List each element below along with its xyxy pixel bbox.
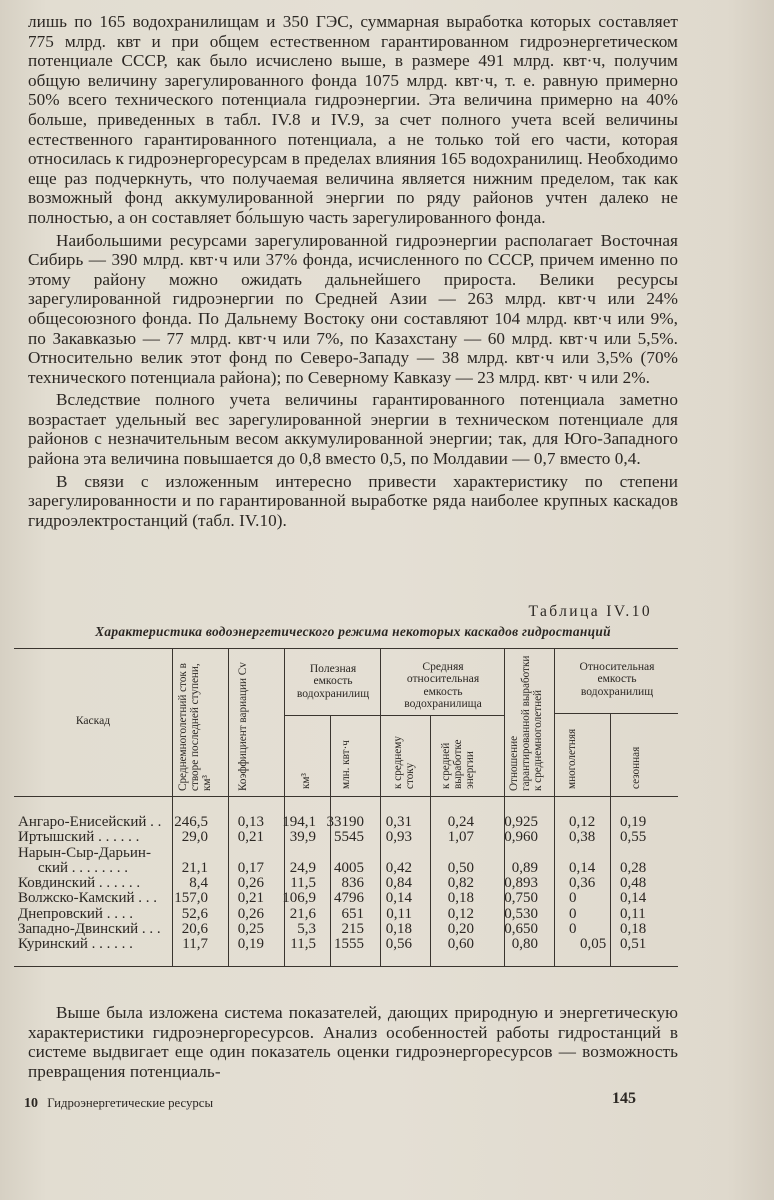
table-row bbox=[14, 937, 678, 952]
header-subline bbox=[284, 715, 380, 716]
cell-cv: 0,21 bbox=[237, 890, 264, 906]
running-title: Гидроэнергетические ресурсы bbox=[47, 1096, 214, 1110]
running-footer bbox=[24, 1096, 213, 1112]
header-subline bbox=[554, 713, 678, 714]
cell-cascade: Ковдинский . . . . . . bbox=[18, 875, 141, 891]
cell-ratio: 0,893 bbox=[504, 875, 538, 891]
header-avg-output: к средней выработке энергии bbox=[440, 739, 476, 789]
cell-cv: 0,13 bbox=[237, 814, 264, 830]
cell-cv: 0,26 bbox=[237, 875, 264, 891]
cell-cascade: Иртышский . . . . . . bbox=[18, 829, 140, 845]
cell-multi: 0 bbox=[569, 921, 577, 937]
header-avg-group: Средняя относительная емкость водохранилища bbox=[404, 660, 482, 711]
cell-cascade: ский . . . . . . . . bbox=[38, 860, 128, 876]
cell-season: 0,11 bbox=[620, 906, 646, 922]
table-body bbox=[14, 815, 678, 967]
page-number: 145 bbox=[612, 1090, 636, 1107]
header-ratio: Отношение гарантированной выработки к среднемноголетней bbox=[508, 655, 544, 791]
cell-km3: 39,9 bbox=[289, 829, 316, 845]
cell-flow: 0,84 bbox=[385, 875, 412, 891]
header-divider bbox=[504, 649, 505, 796]
cell-km3: 194,1 bbox=[282, 814, 316, 830]
paragraph-5: Выше была изложена система показателей, дающих природную и энергетическую характеристики гидроэнергоресурсов. Анализ особенностей работы гидростанций в системе выдвигает еще один показатель оценки гидроэнергоресурсов — возможность превращения потенциаль- bbox=[28, 1003, 678, 1081]
header-subline bbox=[380, 715, 504, 716]
cell-multi: 0 bbox=[569, 890, 577, 906]
cell-km3: 5,3 bbox=[297, 921, 316, 937]
cell-multi: 0,14 bbox=[569, 860, 596, 876]
cell-cv: 0,21 bbox=[237, 829, 264, 845]
header-divider bbox=[380, 649, 381, 796]
cell-cascade: Западно-Двинский . . . bbox=[18, 921, 161, 937]
cell-ratio: 0,530 bbox=[504, 906, 538, 922]
cell-runoff: 52,6 bbox=[181, 906, 208, 922]
cell-runoff: 21,1 bbox=[181, 860, 208, 876]
cell-kwh: 215 bbox=[341, 921, 364, 937]
table-row bbox=[14, 922, 678, 937]
cell-kwh: 651 bbox=[341, 906, 364, 922]
text-block-top bbox=[28, 12, 678, 530]
cell-output: 0,18 bbox=[447, 890, 474, 906]
header-useful-km3: км³ bbox=[300, 773, 312, 789]
header-divider bbox=[284, 649, 285, 796]
cell-runoff: 246,5 bbox=[174, 814, 208, 830]
cell-season: 0,19 bbox=[620, 814, 647, 830]
table-row bbox=[14, 846, 678, 861]
cell-runoff: 8,4 bbox=[189, 875, 208, 891]
cell-season: 0,48 bbox=[620, 875, 647, 891]
cell-kwh: 836 bbox=[341, 875, 364, 891]
table-title: Характеристика водоэнергетического режима некоторых каскадов гидростанций bbox=[95, 624, 611, 639]
table-header bbox=[14, 649, 678, 796]
cell-flow: 0,42 bbox=[385, 860, 412, 876]
cell-runoff: 157,0 bbox=[174, 890, 208, 906]
cell-km3: 106,9 bbox=[282, 890, 316, 906]
cell-cv: 0,19 bbox=[237, 936, 264, 952]
cell-output: 0,24 bbox=[447, 814, 474, 830]
table-row bbox=[14, 830, 678, 845]
header-divider bbox=[554, 649, 555, 796]
table-number: Таблица IV.10 bbox=[528, 603, 652, 620]
cell-output: 1,07 bbox=[447, 829, 474, 845]
cell-km3: 11,5 bbox=[290, 936, 316, 952]
cell-cv: 0,17 bbox=[237, 860, 264, 876]
cell-flow: 0,56 bbox=[385, 936, 412, 952]
header-divider bbox=[228, 649, 229, 796]
cell-kwh: 4796 bbox=[334, 890, 364, 906]
cell-km3: 24,9 bbox=[289, 860, 316, 876]
cell-output: 0,60 bbox=[447, 936, 474, 952]
cell-kwh: 4005 bbox=[334, 860, 364, 876]
cell-flow: 0,11 bbox=[386, 906, 412, 922]
header-runoff: Среднемноголетний сток в створе последней ступени, км³ bbox=[177, 663, 213, 791]
cell-cascade: Волжско-Камский . . . bbox=[18, 890, 158, 906]
cell-ratio: 0,750 bbox=[504, 890, 538, 906]
header-avg-flow: к среднему стоку bbox=[392, 736, 416, 789]
cell-cascade: Нарын-Сыр-Дарьин- bbox=[18, 845, 151, 861]
table-row bbox=[14, 876, 678, 891]
paragraph-4: В связи с изложенным интересно привести характеристику по степени зарегулированности и по гарантированной выработке ряда наиболее крупных каскадов гидроэлектростанций (табл. IV.10). bbox=[28, 471, 678, 530]
header-divider bbox=[610, 713, 611, 796]
cell-multi: 0,38 bbox=[569, 829, 596, 845]
cell-output: 0,20 bbox=[447, 921, 474, 937]
cell-kwh: 5545 bbox=[334, 829, 364, 845]
cell-flow: 0,18 bbox=[385, 921, 412, 937]
cell-ratio: 0,89 bbox=[511, 860, 538, 876]
signature-mark: 10 bbox=[24, 1096, 38, 1111]
cell-runoff: 29,0 bbox=[181, 829, 208, 845]
paragraph-3: Вследствие полного учета величины гарантированного потенциала заметно возрастает удельный вес зарегулированной энергии в техническом потенциале для районов с незначительным весом аккумулированной энергии; так, для Юго-Западного района эта величина повышается до 0,8 вместо 0,5, по Молдавии — 0,7 вместо 0,4. bbox=[28, 390, 678, 469]
header-cascade: Каскад bbox=[75, 714, 111, 727]
table-row bbox=[14, 891, 678, 906]
cell-season: 0,51 bbox=[620, 936, 647, 952]
header-divider bbox=[430, 715, 431, 796]
table-header-rule bbox=[14, 796, 678, 797]
cell-flow: 0,14 bbox=[385, 890, 412, 906]
cell-cascade: Куринский . . . . . . bbox=[18, 936, 133, 952]
cell-cv: 0,25 bbox=[237, 921, 264, 937]
cell-multi: 0,36 bbox=[569, 875, 596, 891]
cell-ratio: 0,925 bbox=[504, 814, 538, 830]
table-row bbox=[14, 861, 678, 876]
cell-output: 0,82 bbox=[447, 875, 474, 891]
cell-season: 0,18 bbox=[620, 921, 647, 937]
cell-km3: 21,6 bbox=[289, 906, 316, 922]
cell-cv: 0,26 bbox=[237, 906, 264, 922]
cell-output: 0,50 bbox=[447, 860, 474, 876]
cell-km3: 11,5 bbox=[290, 875, 316, 891]
cell-cascade: Ангаро-Енисейский . . bbox=[18, 814, 162, 830]
cell-ratio: 0,80 bbox=[511, 936, 538, 952]
table-row bbox=[14, 907, 678, 922]
table-bottom-rule bbox=[14, 966, 678, 967]
header-useful-kwh: млн. квт·ч bbox=[340, 740, 352, 789]
cell-multi: 0,05 bbox=[580, 936, 607, 952]
table-row bbox=[14, 815, 678, 830]
cell-cascade: Днепровский . . . . bbox=[18, 906, 133, 922]
cell-ratio: 0,650 bbox=[504, 921, 538, 937]
paragraph-1: лишь по 165 водохранилищам и 350 ГЭС, суммарная выработка которых составляет 775 млрд. квт и при общем естественном гарантированном гидроэнергетическом потенциале СССР, как было исчислено выше, в размере 491 млрд. квт·ч, получим общую величину зарегулированного фонда 1075 млрд. квт·ч, т. е. равную примерно 50% всего технического потенциала гидроэнергии. Эта величина примерно на 40% больше, приведенных в табл. IV.8 и IV.9, за счет полного учета всей величины естественного гарантированного потенциала, а не только той его части, которая относилась к гидроэнергоресурсам в пределах влияния 165 водохранилищ. Необходимо еще раз подчеркнуть, что получаемая величина является нижним пределом, так как возможный фонд аккумулированной энергии по ряду районов учтен далеко не полностью, а он составляет бо́льшую часть зарегулированного фонда. bbox=[28, 12, 678, 227]
header-cv: Коэффициент вариации Cv bbox=[237, 662, 249, 791]
header-rel-group: Относительная емкость водохранилищ bbox=[579, 660, 655, 698]
cell-kwh: 33190 bbox=[326, 814, 364, 830]
cell-flow: 0,93 bbox=[385, 829, 412, 845]
cell-multi: 0,12 bbox=[569, 814, 596, 830]
cell-runoff: 20,6 bbox=[181, 921, 208, 937]
text-block-bottom bbox=[28, 1000, 678, 1081]
header-divider bbox=[172, 649, 173, 796]
cell-multi: 0 bbox=[569, 906, 577, 922]
cell-flow: 0,31 bbox=[385, 814, 412, 830]
cell-season: 0,28 bbox=[620, 860, 647, 876]
header-useful-group: Полезная емкость водохранилищ bbox=[296, 662, 370, 700]
header-rel-season: сезонная bbox=[630, 746, 642, 789]
paragraph-2: Наибольшими ресурсами зарегулированной гидроэнергии располагает Восточная Сибирь — 390 млрд. квт·ч или 37% фонда, исчисленного по СССР, причем именно по этому району можно ожидать дальнейшего прироста. Велики ресурсы зарегулированной гидроэнергии по Средней Азии — 263 млрд. квт·ч или 24% общесоюзного фонда. По Дальнему Востоку они составляют 104 млрд. квт·ч или 9%, по Закавказью — 77 млрд. квт·ч или 7%, по Казахстану — 60 млрд. квт·ч или 5,5%. Относительно велик этот фонд по Северо-Западу — 38 млрд. квт·ч или 3,5% (70% технического потенциала района); по Северному Кавказу — 23 млрд. квт· ч или 2%. bbox=[28, 230, 678, 387]
header-rel-multi: многолетняя bbox=[566, 728, 578, 789]
cell-runoff: 11,7 bbox=[182, 936, 208, 952]
cell-season: 0,55 bbox=[620, 829, 647, 845]
cell-ratio: 0,960 bbox=[504, 829, 538, 845]
cell-output: 0,12 bbox=[447, 906, 474, 922]
cell-season: 0,14 bbox=[620, 890, 647, 906]
cell-kwh: 1555 bbox=[334, 936, 364, 952]
header-divider bbox=[330, 715, 331, 796]
